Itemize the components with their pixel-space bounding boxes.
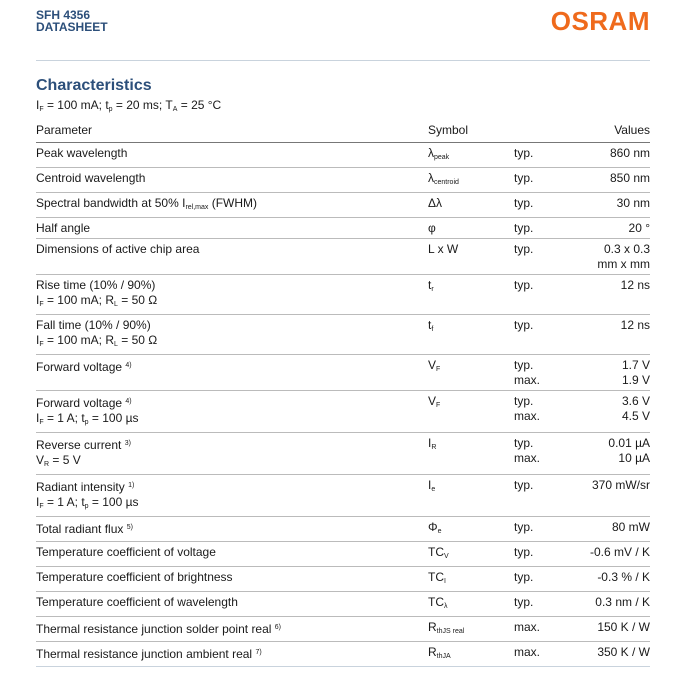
table-row	[36, 355, 650, 391]
qualifier-cell: max.	[514, 617, 584, 642]
symbol-cell: $R_{thJS real}$	[428, 617, 514, 642]
value-cell: 1.7 V 1.9 V	[584, 355, 650, 391]
characteristics-table	[36, 118, 650, 667]
symbol-cell: $\lambda_{peak}$	[428, 143, 514, 168]
table-row	[36, 218, 650, 239]
test-conditions: $I_F = 100$ mA; $t_p = 20$ ms; $T_A = 25$ °C	[36, 98, 222, 113]
qualifier-cell: typ.	[514, 567, 584, 592]
symbol-cell: L x W	[428, 239, 514, 275]
symbol-cell: $V_F$	[428, 391, 514, 433]
value-cell: -0.6 mV / K	[584, 542, 650, 567]
parameter-cell: Radiant intensity $^{1)}$ $I_F = 1$ A; $t_p = 100$ µs	[36, 475, 428, 517]
symbol-cell: Δλ	[428, 193, 514, 218]
section-title: Characteristics	[36, 77, 152, 94]
document-type: DATASHEET	[36, 20, 108, 34]
table-row	[36, 592, 650, 617]
symbol-cell: $\Phi_e$	[428, 517, 514, 542]
parameter-cell: Total radiant flux $^{5)}$	[36, 517, 428, 542]
column-header-parameter: Parameter	[36, 118, 428, 143]
symbol-cell: $R_{thJA}$	[428, 642, 514, 667]
symbol-cell: φ	[428, 218, 514, 239]
parameter-cell: Reverse current $^{3)}$ $V_R = 5$ V	[36, 433, 428, 475]
table-row	[36, 391, 650, 433]
table-row	[36, 315, 650, 355]
value-cell: 350 K / W	[584, 642, 650, 667]
parameter-cell: Fall time (10% / 90%) $I_F = 100$ mA; $R_L = 50$ Ω	[36, 315, 428, 355]
table-row	[36, 239, 650, 275]
qualifier-cell: typ.	[514, 275, 584, 315]
symbol-cell: $TC_I$	[428, 567, 514, 592]
table-row	[36, 275, 650, 315]
header-divider	[36, 60, 650, 61]
table-row	[36, 617, 650, 642]
parameter-cell: Forward voltage $^{4)}$ $I_F = 1$ A; $t_p = 100$ µs	[36, 391, 428, 433]
symbol-cell: $\lambda_{centroid}$	[428, 168, 514, 193]
symbol-cell: $t_r$	[428, 275, 514, 315]
table-header-row	[36, 118, 650, 143]
symbol-cell: $t_f$	[428, 315, 514, 355]
qualifier-cell: typ.	[514, 542, 584, 567]
table-row	[36, 193, 650, 218]
value-cell: 150 K / W	[584, 617, 650, 642]
value-cell: 30 nm	[584, 193, 650, 218]
symbol-cell: $TC_V$	[428, 542, 514, 567]
value-cell: 850 nm	[584, 168, 650, 193]
qualifier-cell: typ.	[514, 218, 584, 239]
brand-logo: OSRAM	[550, 6, 650, 36]
parameter-cell: Centroid wavelength	[36, 168, 428, 193]
symbol-cell: $TC_\lambda$	[428, 592, 514, 617]
table-row	[36, 433, 650, 475]
qualifier-cell: typ.	[514, 315, 584, 355]
value-cell: -0.3 % / K	[584, 567, 650, 592]
value-cell: 0.3 nm / K	[584, 592, 650, 617]
qualifier-cell: typ.	[514, 592, 584, 617]
footer-divider	[36, 666, 650, 667]
qualifier-cell: typ.	[514, 143, 584, 168]
column-header-symbol: Symbol	[428, 118, 514, 143]
parameter-cell: Spectral bandwidth at 50% $I_{rel,max}$ (FWHM)	[36, 193, 428, 218]
column-header-qualifier	[514, 118, 584, 143]
symbol-cell: $I_R$	[428, 433, 514, 475]
qualifier-cell: typ.	[514, 475, 584, 517]
value-cell: 12 ns	[584, 275, 650, 315]
qualifier-cell: typ. max.	[514, 433, 584, 475]
parameter-cell: Temperature coefficient of brightness	[36, 567, 428, 592]
parameter-cell: Temperature coefficient of wavelength	[36, 592, 428, 617]
qualifier-cell: max.	[514, 642, 584, 667]
qualifier-cell: typ.	[514, 193, 584, 218]
table-row	[36, 143, 650, 168]
value-cell: 370 mW/sr	[584, 475, 650, 517]
qualifier-cell: typ. max.	[514, 391, 584, 433]
table-row	[36, 567, 650, 592]
value-cell: 80 mW	[584, 517, 650, 542]
qualifier-cell: typ. max.	[514, 355, 584, 391]
parameter-cell: Thermal resistance junction ambient real $^{7)}$	[36, 642, 428, 667]
table-row	[36, 517, 650, 542]
table-row	[36, 642, 650, 667]
parameter-cell: Half angle	[36, 218, 428, 239]
parameter-cell: Forward voltage $^{4)}$	[36, 355, 428, 391]
table-row	[36, 542, 650, 567]
value-cell: 0.3 x 0.3 mm x mm	[584, 239, 650, 275]
parameter-cell: Dimensions of active chip area	[36, 239, 428, 275]
qualifier-cell: typ.	[514, 239, 584, 275]
table-row	[36, 475, 650, 517]
parameter-cell: Rise time (10% / 90%) $I_F = 100$ mA; $R_L = 50$ Ω	[36, 275, 428, 315]
document-header	[36, 9, 108, 33]
value-cell: 12 ns	[584, 315, 650, 355]
symbol-cell: $V_F$	[428, 355, 514, 391]
table-row	[36, 168, 650, 193]
qualifier-cell: typ.	[514, 168, 584, 193]
value-cell: 20 °	[584, 218, 650, 239]
value-cell: 860 nm	[584, 143, 650, 168]
value-cell: 0.01 µA 10 µA	[584, 433, 650, 475]
product-name: SFH 4356	[36, 8, 91, 22]
parameter-cell: Thermal resistance junction solder point real $^{6)}$	[36, 617, 428, 642]
symbol-cell: $I_e$	[428, 475, 514, 517]
column-header-values: Values	[584, 118, 650, 143]
parameter-cell: Peak wavelength	[36, 143, 428, 168]
qualifier-cell: typ.	[514, 517, 584, 542]
value-cell: 3.6 V 4.5 V	[584, 391, 650, 433]
parameter-cell: Temperature coefficient of voltage	[36, 542, 428, 567]
